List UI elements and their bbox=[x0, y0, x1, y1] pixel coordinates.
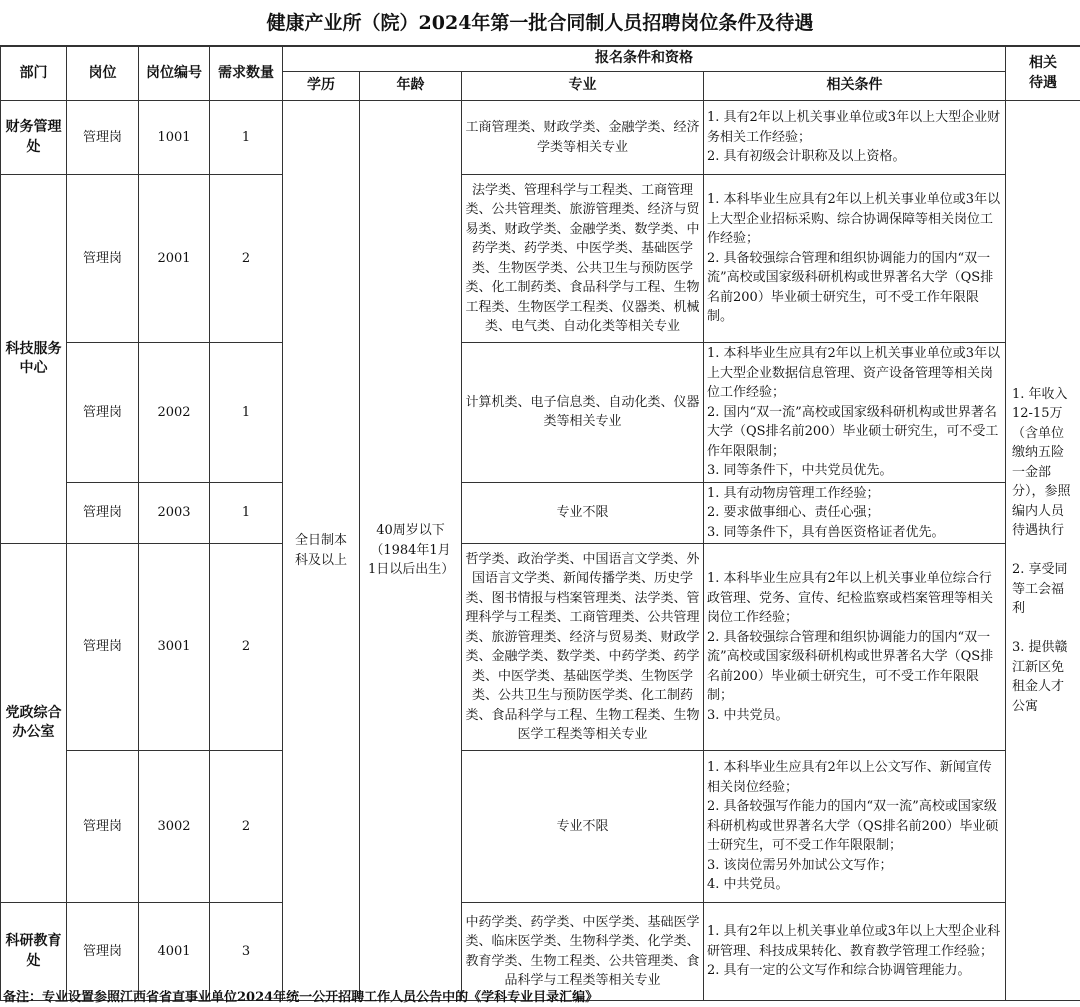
table-row bbox=[1, 903, 1080, 1001]
recruitment-table bbox=[0, 46, 1080, 1001]
header-major: 专业 bbox=[462, 72, 704, 101]
count-cell: 3 bbox=[210, 903, 283, 1001]
header-group: 报名条件和资格 bbox=[283, 47, 1006, 72]
header-count: 需求数量 bbox=[210, 47, 283, 101]
table-row bbox=[1, 482, 1080, 544]
header-post: 岗位 bbox=[67, 47, 139, 101]
code-cell: 3001 bbox=[139, 544, 210, 751]
header-edu: 学历 bbox=[283, 72, 360, 101]
table-row bbox=[1, 101, 1080, 175]
code-cell: 3002 bbox=[139, 751, 210, 903]
header-code: 岗位编号 bbox=[139, 47, 210, 101]
count-cell: 1 bbox=[210, 101, 283, 175]
dept-cell: 财务管理处 bbox=[1, 101, 67, 175]
conditions-cell: 1. 本科毕业生应具有2年以上公文写作、新闻宣传相关岗位经验； 2. 具备较强写作能力的国内“双一流”高校或国家级科研机构或世界著名大学（QS排名前200）毕业硕士研究生，可不受工作年限限制； 3. 该岗位需另外加试公文写作； 4. 中共党员。 bbox=[704, 751, 1006, 903]
conditions-cell: 1. 具有2年以上机关事业单位或3年以上大型企业科研管理、科技成果转化、教育教学管理工作经验； 2. 具有一定的公文写作和综合协调管理能力。 bbox=[704, 903, 1006, 1001]
code-cell: 2003 bbox=[139, 482, 210, 544]
page-title: 健康产业所（院）2024年第一批合同制人员招聘岗位条件及待遇 bbox=[0, 0, 1080, 46]
dept-cell: 科技服务中心 bbox=[1, 175, 67, 544]
count-cell: 1 bbox=[210, 343, 283, 483]
conditions-cell: 1. 本科毕业生应具有2年以上机关事业单位或3年以上大型企业数据信息管理、资产设备管理等相关岗位工作经验； 2. 国内“双一流”高校或国家级科研机构或世界著名大学（QS排名前200）毕业硕士研究生，可不受工作年限限制； 3. 同等条件下，中共党员优先。 bbox=[704, 343, 1006, 483]
major-cell: 中药学类、药学类、中医学类、基础医学类、临床医学类、生物科学类、化学类、教育学类、生物工程类、公共管理类、食品科学与工程类等相关专业 bbox=[462, 903, 704, 1001]
major-cell: 计算机类、电子信息类、自动化类、仪器类等相关专业 bbox=[462, 343, 704, 483]
major-cell: 专业不限 bbox=[462, 751, 704, 903]
header-benefit: 相关待遇 bbox=[1006, 47, 1080, 101]
post-cell: 管理岗 bbox=[67, 175, 139, 343]
conditions-cell: 1. 具有动物房管理工作经验； 2. 要求做事细心、责任心强； 3. 同等条件下，具有兽医资格证者优先。 bbox=[704, 482, 1006, 544]
post-cell: 管理岗 bbox=[67, 482, 139, 544]
count-cell: 2 bbox=[210, 544, 283, 751]
major-cell: 法学类、管理科学与工程类、工商管理类、公共管理类、旅游管理类、经济与贸易类、财政学类、金融学类、数学类、中药学类、药学类、中医学类、基础医学类、生物医学类、公共卫生与预防医学类、化工制药类、食品科学与工程、生物工程类、生物医学工程类、仪器类、机械类、电气类、自动化类等相关专业 bbox=[462, 175, 704, 343]
post-cell: 管理岗 bbox=[67, 343, 139, 483]
conditions-cell: 1. 具有2年以上机关事业单位或3年以上大型企业财务相关工作经验； 2. 具有初级会计职称及以上资格。 bbox=[704, 101, 1006, 175]
header-row-1 bbox=[1, 47, 1080, 72]
code-cell: 2001 bbox=[139, 175, 210, 343]
header-age: 年龄 bbox=[360, 72, 462, 101]
header-dept: 部门 bbox=[1, 47, 67, 101]
dept-cell: 党政综合办公室 bbox=[1, 544, 67, 903]
count-cell: 2 bbox=[210, 175, 283, 343]
major-cell: 哲学类、政治学类、中国语言文学类、外国语言文学类、新闻传播学类、历史学类、图书情报与档案管理类、法学类、管理科学与工程类、工商管理类、公共管理类、旅游管理类、经济与贸易类、财政学类、金融学类、数学类、中药学类、药学类、中医学类、基础医学类、生物医学类、公共卫生与预防医学类、化工制药类、食品科学与工程、生物工程类、生物医学工程类等相关专业 bbox=[462, 544, 704, 751]
post-cell: 管理岗 bbox=[67, 544, 139, 751]
conditions-cell: 1. 本科毕业生应具有2年以上机关事业单位综合行政管理、党务、宣传、纪检监察或档案管理等相关岗位工作经验； 2. 具备较强综合管理和组织协调能力的国内“双一流”高校或国家级科研机构或世界著名大学（QS排名前200）毕业硕士研究生，可不受工作年限限制； 3. 中共党员。 bbox=[704, 544, 1006, 751]
table-row bbox=[1, 343, 1080, 483]
benefit-cell: 1. 年收入12-15万（含单位缴纳五险一金部分），参照编内人员待遇执行 2. 享受同等工会福利 3. 提供赣江新区免租金人才公寓 bbox=[1006, 101, 1080, 1001]
major-cell: 专业不限 bbox=[462, 482, 704, 544]
code-cell: 1001 bbox=[139, 101, 210, 175]
post-cell: 管理岗 bbox=[67, 903, 139, 1001]
conditions-cell: 1. 本科毕业生应具有2年以上机关事业单位或3年以上大型企业招标采购、综合协调保障等相关岗位工作经验； 2. 具备较强综合管理和组织协调能力的国内“双一流”高校或国家级科研机构或世界著名大学（QS排名前200）毕业硕士研究生，可不受工作年限限制。 bbox=[704, 175, 1006, 343]
post-cell: 管理岗 bbox=[67, 751, 139, 903]
count-cell: 2 bbox=[210, 751, 283, 903]
dept-cell: 科研教育处 bbox=[1, 903, 67, 1001]
count-cell: 1 bbox=[210, 482, 283, 544]
edu-cell: 全日制本科及以上 bbox=[283, 101, 360, 1001]
table-row bbox=[1, 175, 1080, 343]
post-cell: 管理岗 bbox=[67, 101, 139, 175]
table-row bbox=[1, 544, 1080, 751]
footnote: 备注：专业设置参照江西省省直事业单位2024年统一公开招聘工作人员公告中的《学科专业目录汇编》 bbox=[3, 990, 599, 1005]
table-row bbox=[1, 751, 1080, 903]
code-cell: 4001 bbox=[139, 903, 210, 1001]
header-conditions: 相关条件 bbox=[704, 72, 1006, 101]
age-cell: 40周岁以下（1984年1月1日以后出生） bbox=[360, 101, 462, 1001]
code-cell: 2002 bbox=[139, 343, 210, 483]
major-cell: 工商管理类、财政学类、金融学类、经济学类等相关专业 bbox=[462, 101, 704, 175]
